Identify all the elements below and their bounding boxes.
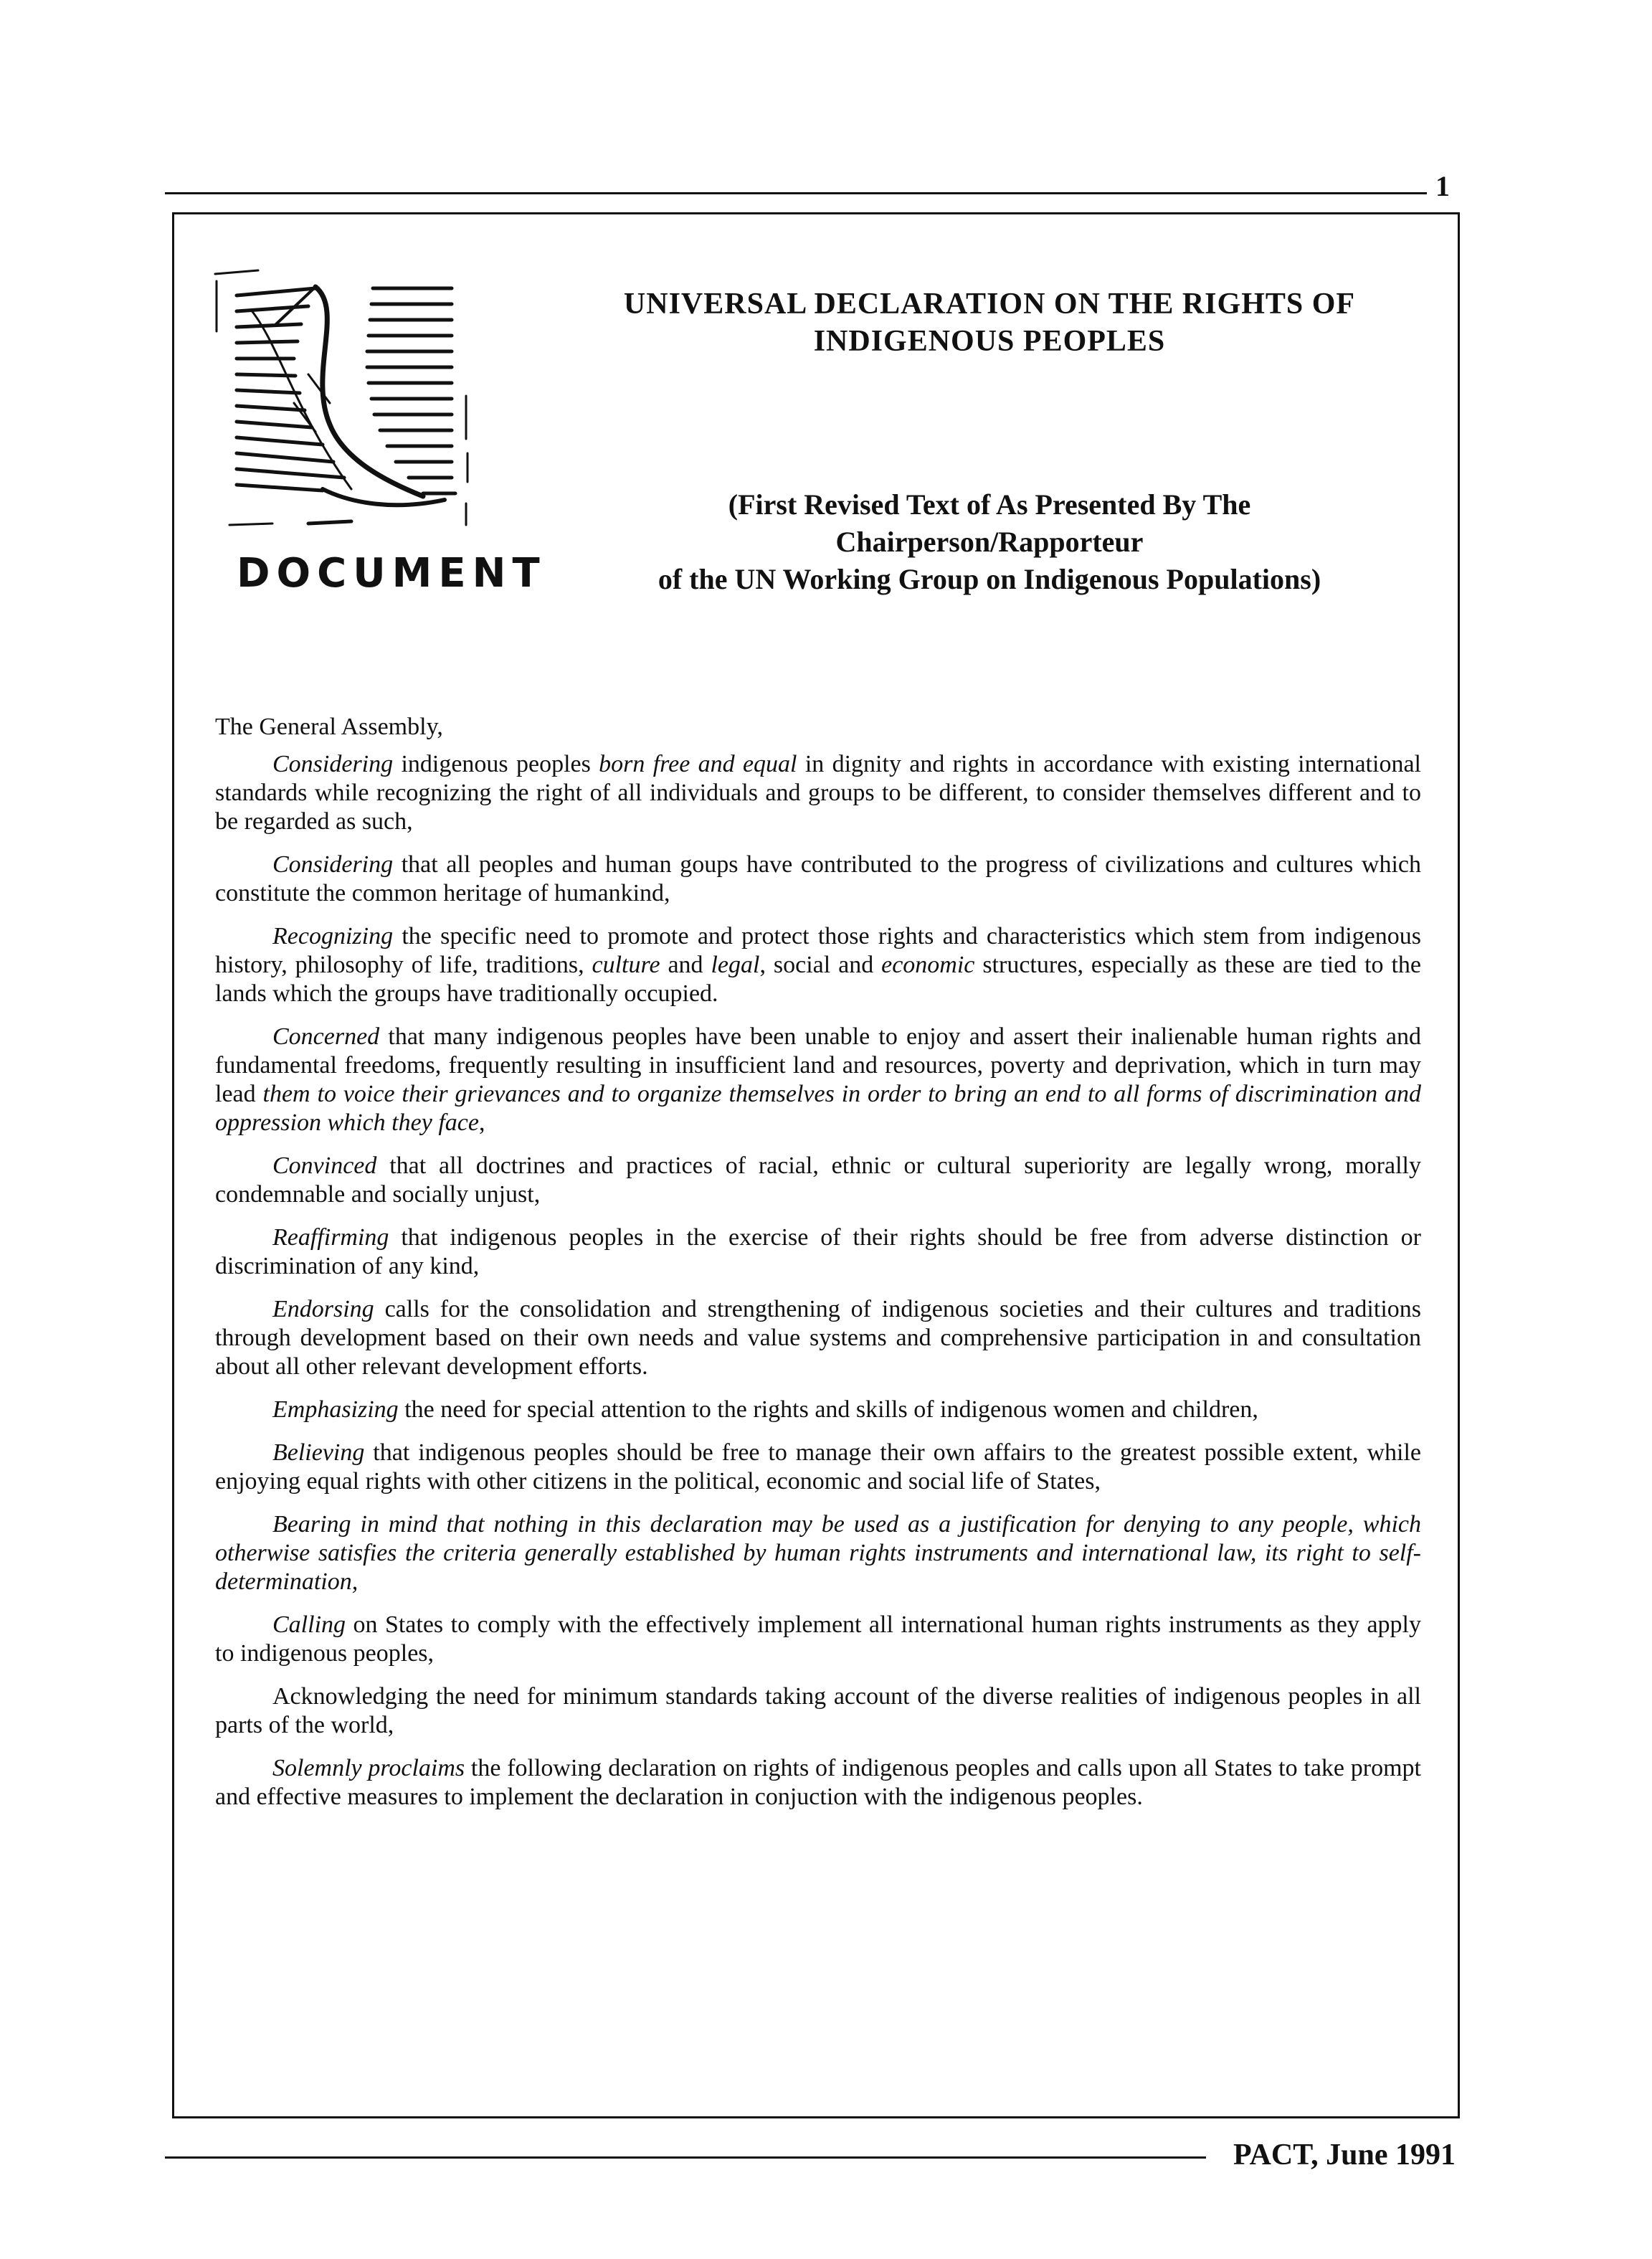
text-segment: calls for the consolidation and strengthening of indigenous societies and their cultures and traditions through development based on their own needs and value systems and comprehensive participation in and consultation about all other relevant development efforts. [215,1296,1421,1380]
text-segment: indigenous peoples [393,751,599,777]
italic-text: Recognizing [272,923,394,949]
text-segment: structures, especially as these are tied to the lands which the groups have traditionally occupied. [215,952,1422,1007]
italic-text: legal [711,952,760,978]
italic-text: born free and equal [599,751,797,777]
text-segment: that indigenous peoples in the exercise of their rights should be free from adverse distinction or discrimination of any kind, [215,1224,1421,1279]
text-segment: that indigenous peoples should be free to manage their own affairs to the greatest possible extent, while enjoying equal rights with other citizens in the political, economic and social life of States, [215,1439,1421,1495]
italic-text: Considering [272,851,394,878]
preamble-paragraph [215,1611,1421,1668]
preamble-paragraph [215,750,1421,836]
italic-text: culture [592,952,660,978]
preamble-paragraph [215,1223,1421,1281]
footer-publication: PACT, June 1991 [1233,2139,1456,2172]
bottom-rule [165,2156,1206,2159]
subtitle-line: of the UN Working Group on Indigenous Populations) [658,563,1321,595]
text-segment: , social and [759,952,882,978]
preamble-paragraph [215,922,1421,1008]
italic-text: economic [881,952,975,978]
preamble-paragraph [215,851,1421,908]
italic-text: Bearing in mind that nothing in this declaration may be used as a justification for denying to any people, which otherwise satisfies the criteria generally established by human rights instruments and international law, its right to self- determination, [215,1511,1421,1595]
subtitle [574,486,1405,598]
preamble-paragraph [215,1396,1421,1424]
text-segment: and [660,952,711,978]
declaration-body [215,713,1421,1826]
italic-text: Emphasizing [272,1396,399,1423]
top-rule [165,192,1427,194]
italic-text: Endorsing [272,1296,374,1322]
italic-text: Reaffirming [272,1224,389,1251]
subtitle-line: Chairperson/Rapporteur [835,526,1144,558]
italic-text: them to voice their grievances and to organize themselves in order to bring an end to all forms of discrimination and oppression which they face [215,1081,1421,1136]
text-segment: on States to comply with the effectively implement all international human rights instruments as they apply to indigenous peoples, [215,1611,1421,1667]
opening-line: The General Assembly, [215,714,443,740]
preamble-paragraph [215,1439,1421,1496]
text-segment: the specific need to promote and protect those rights and characteristics which stem from indigenous history, philosophy of life, traditions, [215,923,1421,978]
text-segment: that many indigenous peoples have been unable to enjoy and assert their inalienable human rights and fundamental freedoms, frequently resulting in insufficient land and resources, poverty and deprivation, which in turn may lead [215,1023,1421,1107]
text-segment: the need for special attention to the rights and skills of indigenous women and children, [398,1396,1258,1423]
preamble-paragraphs [215,750,1421,1812]
preamble-paragraph [215,1754,1421,1812]
subtitle-line: (First Revised Text of As Presented By The [728,488,1251,521]
italic-text: Convinced [272,1152,377,1179]
preamble-paragraph [215,1023,1421,1137]
text-segment: in dignity and rights in accordance with existing international standards while recognizing the right of all individuals and groups to be different, to consider themselves different and to be regarded as such, [215,751,1421,835]
italic-text: Believing [272,1439,365,1466]
text-segment: , [478,1109,485,1136]
preamble-paragraph [215,1295,1421,1381]
italic-text: Solemnly proclaims [272,1755,465,1781]
text-segment: that all doctrines and practices of racial, ethnic or cultural superiority are legally wrong, morally condemnable and socially unjust, [215,1152,1421,1208]
preamble-paragraph [215,1152,1421,1209]
text-segment: that all peoples and human goups have contributed to the progress of civilizations and cultures which constitute the common heritage of humankind, [215,851,1421,906]
preamble-paragraph [215,1510,1421,1596]
logo-label: DOCUMENT [237,550,546,597]
text-segment: the following declaration on rights of indigenous peoples and calls upon all States to take prompt and effective measures to implement the declaration in conjuction with the indigenous peoples. [215,1755,1421,1810]
page-title: UNIVERSAL DECLARATION ON THE RIGHTS OF INDIGENOUS PEOPLES [623,288,1356,358]
preamble-paragraph [215,1682,1421,1740]
italic-text: Calling [272,1611,346,1638]
italic-text: Concerned [272,1023,380,1050]
italic-text: Considering [272,751,394,777]
page-number: 1 [1435,170,1450,202]
text-segment: Acknowledging the need for minimum standards taking account of the diverse realities of indigenous peoples in all parts of the world, [215,1683,1421,1738]
